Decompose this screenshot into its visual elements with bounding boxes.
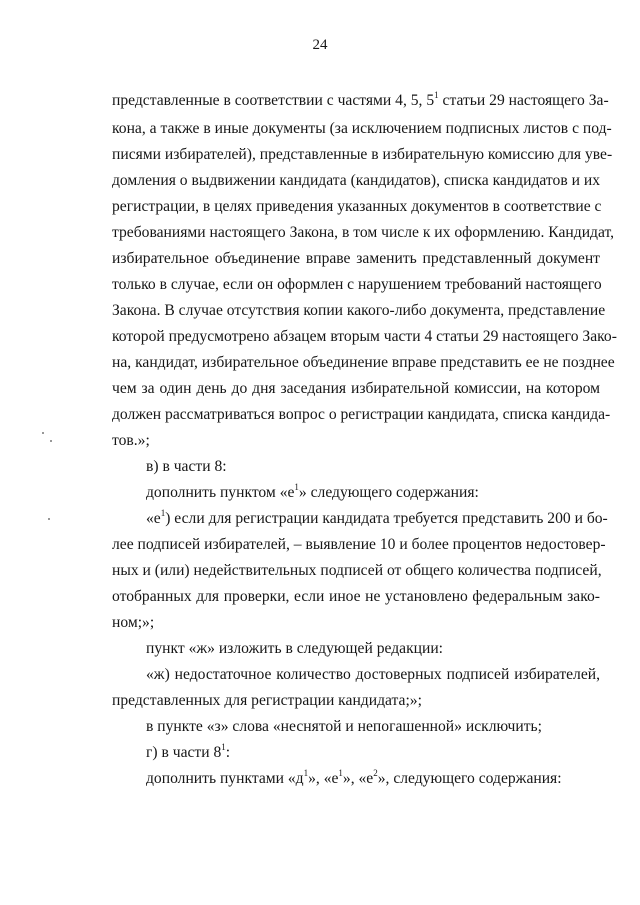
- scan-speck: [42, 432, 44, 434]
- text-line: отобранных для проверки, если иное не установлено федеральным зако-: [112, 588, 600, 605]
- text-line: ных и (или) недействительных подписей от общего количества подписей,: [112, 562, 602, 579]
- text-line: чем за один день до дня заседания избирательной комиссии, на котором: [112, 380, 600, 397]
- page-number: 24: [312, 37, 328, 53]
- text-line: тов.»;: [112, 432, 150, 449]
- scan-speck: [50, 440, 52, 442]
- text-line: представленные в соответствии с частями 4, 5, $5^1$ статьи 29 настоящего За-: [112, 90, 609, 109]
- text-line: избирательное объединение вправе заменить представленный документ: [112, 250, 600, 267]
- text-line: ном;»;: [112, 614, 155, 631]
- text-line: Закона. В случае отсутствия копии какого-либо документа, представление: [112, 302, 606, 319]
- text-line: должен рассматриваться вопрос о регистрации кандидата, списка кандида-: [112, 406, 611, 423]
- text-line: лее подписей избирателей, – выявление 10 и более процентов недостовер-: [112, 536, 606, 553]
- scan-speck: [48, 518, 50, 520]
- text-line: г) в части $8^1$:: [146, 742, 231, 761]
- text-line: домления о выдвижении кандидата (кандидатов), списка кандидатов и их: [112, 172, 600, 189]
- text-line: которой предусмотрено абзацем вторым части 4 статьи 29 настоящего Зако-: [112, 328, 617, 345]
- text-line: писями избирателей), представленные в избирательную комиссию для уве-: [112, 146, 613, 163]
- text-line: пункт «ж» изложить в следующей редакции:: [146, 640, 444, 657]
- text-line: дополнить пунктами «$д^1$», «$е^1$», «$е^2$», следующего содержания:: [146, 768, 562, 787]
- text-line: в) в части 8:: [146, 458, 227, 475]
- text-line: кона, а также в иные документы (за исключением подписных листов с под-: [112, 120, 612, 137]
- text-line: представленных для регистрации кандидата;»;: [112, 692, 422, 709]
- text-line: «ж) недостаточное количество достоверных подписей избирателей,: [146, 666, 600, 683]
- text-line: регистрации, в целях приведения указанных документов в соответствие с: [112, 198, 602, 215]
- text-line: в пункте «з» слова «неснятой и непогашенной» исключить;: [146, 718, 542, 735]
- text-line: дополнить пунктом «$е^1$» следующего содержания:: [146, 482, 479, 501]
- text-line: на, кандидат, избирательное объединение вправе представить ее не позднее: [112, 354, 615, 371]
- text-line: «$е^1$) если для регистрации кандидата требуется представить 200 и бо-: [146, 508, 608, 527]
- text-line: только в случае, если он оформлен с нарушением требований настоящего: [112, 276, 602, 293]
- text-line: требованиями настоящего Закона, в том числе к их оформлению. Кандидат,: [112, 224, 615, 241]
